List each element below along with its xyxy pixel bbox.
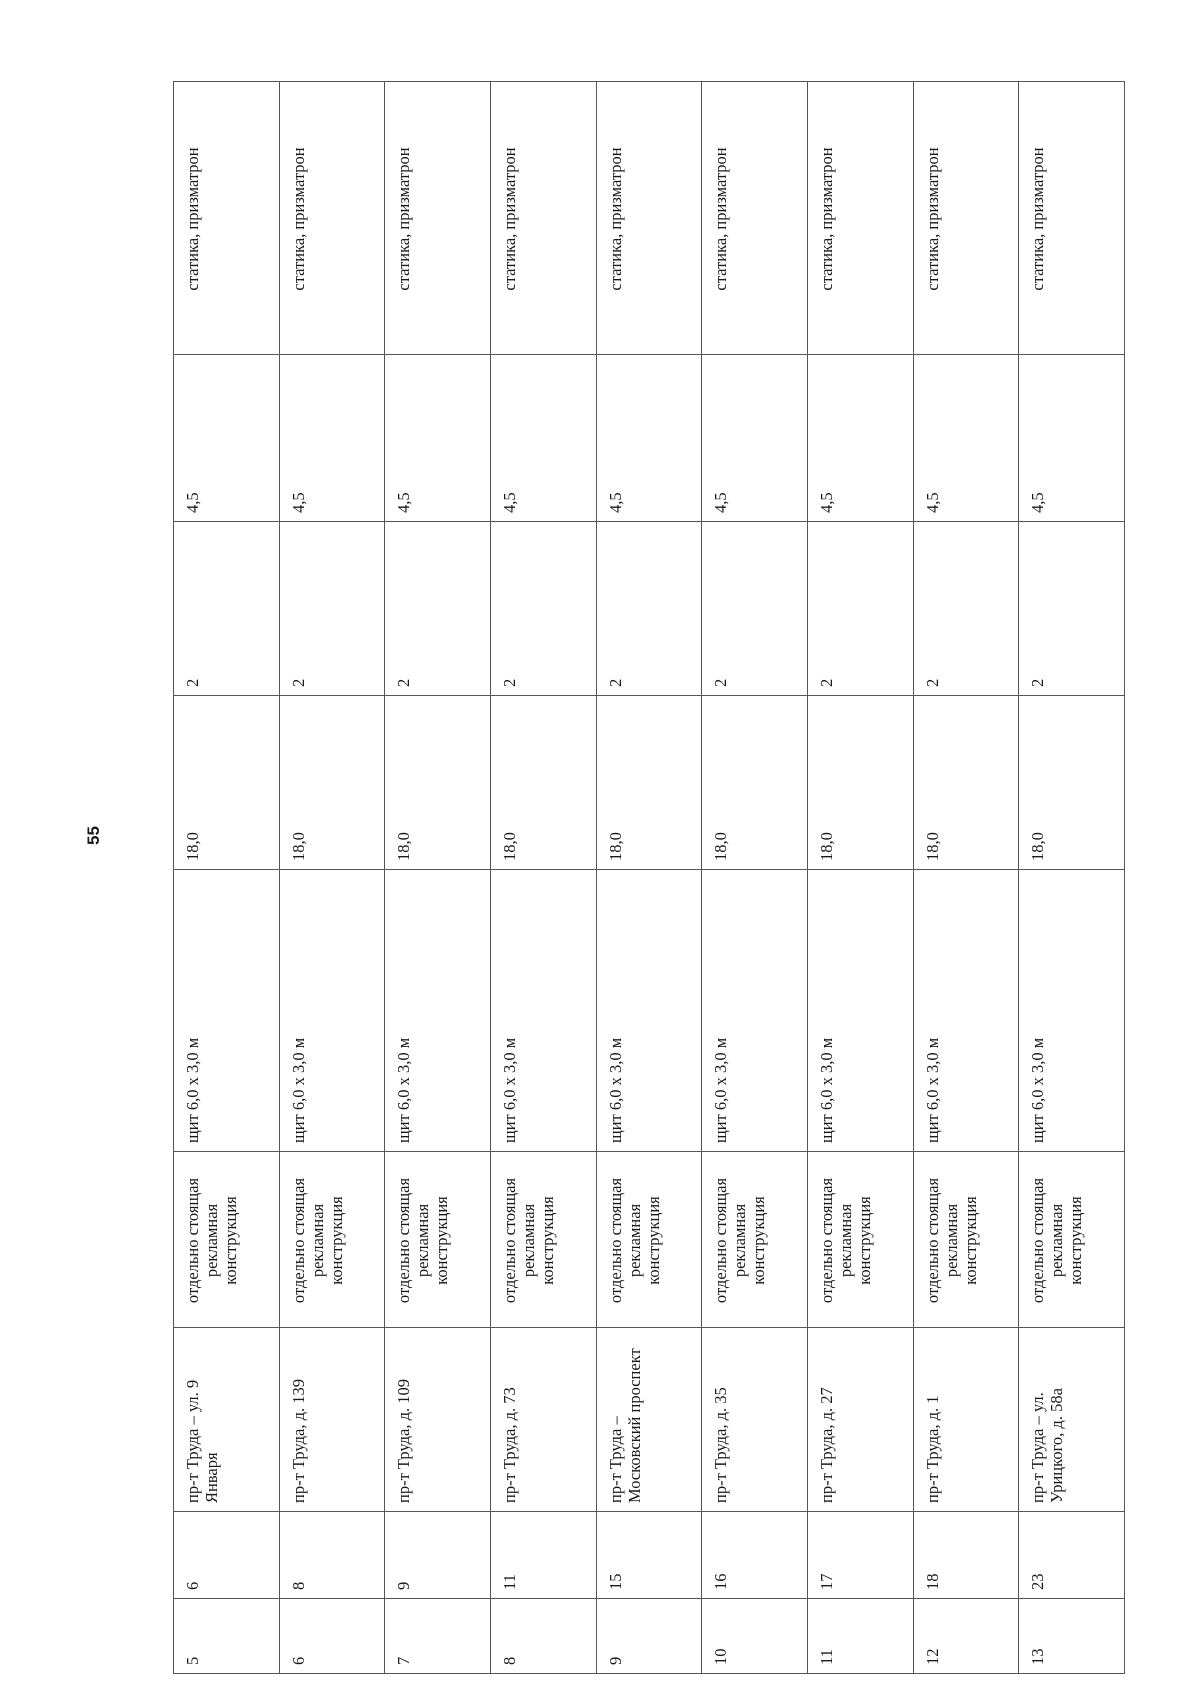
area-cell: 18,0 xyxy=(1019,696,1125,870)
table-row xyxy=(385,82,491,1674)
structure-type-cell: отдельно стоящая рекламная конструкция xyxy=(807,1152,913,1328)
height-cell: 4,5 xyxy=(279,355,385,522)
format-cell: щит 6,0 х 3,0 м xyxy=(279,870,385,1152)
row-number-cell: 8 xyxy=(490,1599,596,1674)
area-cell: 18,0 xyxy=(385,696,491,870)
height-cell: 4,5 xyxy=(174,355,280,522)
address-cell: пр-т Труда – ул. Урицкого, д. 58а xyxy=(1019,1328,1125,1512)
row-number-cell: 12 xyxy=(913,1599,1019,1674)
address-cell: пр-т Труда – Московский проспект xyxy=(596,1328,702,1512)
area-cell: 18,0 xyxy=(596,696,702,870)
row-number-cell: 5 xyxy=(174,1599,280,1674)
sides-cell: 2 xyxy=(279,522,385,696)
row-number-cell: 7 xyxy=(385,1599,491,1674)
technology-cell: статика, призматрон xyxy=(490,82,596,355)
table-row xyxy=(913,82,1019,1674)
format-cell: щит 6,0 х 3,0 м xyxy=(913,870,1019,1152)
height-cell: 4,5 xyxy=(385,355,491,522)
address-cell: пр-т Труда – ул. 9 Января xyxy=(174,1328,280,1512)
format-cell: щит 6,0 х 3,0 м xyxy=(807,870,913,1152)
row-number-cell: 9 xyxy=(596,1599,702,1674)
row-number-cell: 13 xyxy=(1019,1599,1125,1674)
address-cell: пр-т Труда, д. 109 xyxy=(385,1328,491,1512)
structure-type-cell: отдельно стоящая рекламная конструкция xyxy=(174,1152,280,1328)
sides-cell: 2 xyxy=(702,522,808,696)
table-row xyxy=(279,82,385,1674)
area-cell: 18,0 xyxy=(807,696,913,870)
address-cell: пр-т Труда, д. 139 xyxy=(279,1328,385,1512)
format-cell: щит 6,0 х 3,0 м xyxy=(702,870,808,1152)
structure-id-cell: 18 xyxy=(913,1512,1019,1599)
format-cell: щит 6,0 х 3,0 м xyxy=(1019,870,1125,1152)
height-cell: 4,5 xyxy=(702,355,808,522)
format-cell: щит 6,0 х 3,0 м xyxy=(174,870,280,1152)
technology-cell: статика, призматрон xyxy=(279,82,385,355)
height-cell: 4,5 xyxy=(913,355,1019,522)
page-number: 55 xyxy=(84,826,103,845)
address-cell: пр-т Труда, д. 1 xyxy=(913,1328,1019,1512)
structure-type-cell: отдельно стоящая рекламная конструкция xyxy=(279,1152,385,1328)
area-cell: 18,0 xyxy=(490,696,596,870)
sides-cell: 2 xyxy=(596,522,702,696)
row-number-cell: 11 xyxy=(807,1599,913,1674)
technology-cell: статика, призматрон xyxy=(174,82,280,355)
sides-cell: 2 xyxy=(1019,522,1125,696)
address-cell: пр-т Труда, д. 73 xyxy=(490,1328,596,1512)
area-cell: 18,0 xyxy=(174,696,280,870)
structure-type-cell: отдельно стоящая рекламная конструкция xyxy=(1019,1152,1125,1328)
sides-cell: 2 xyxy=(490,522,596,696)
table-row xyxy=(490,82,596,1674)
technology-cell: статика, призматрон xyxy=(596,82,702,355)
rotated-table-container xyxy=(173,82,1125,1674)
table-row xyxy=(596,82,702,1674)
structure-type-cell: отдельно стоящая рекламная конструкция xyxy=(596,1152,702,1328)
area-cell: 18,0 xyxy=(279,696,385,870)
table-row xyxy=(174,82,280,1674)
structure-id-cell: 11 xyxy=(490,1512,596,1599)
area-cell: 18,0 xyxy=(702,696,808,870)
technology-cell: статика, призматрон xyxy=(1019,82,1125,355)
address-cell: пр-т Труда, д. 35 xyxy=(702,1328,808,1512)
structure-id-cell: 15 xyxy=(596,1512,702,1599)
structure-id-cell: 6 xyxy=(174,1512,280,1599)
row-number-cell: 10 xyxy=(702,1599,808,1674)
table-row xyxy=(1019,82,1125,1674)
height-cell: 4,5 xyxy=(596,355,702,522)
structure-id-cell: 8 xyxy=(279,1512,385,1599)
structure-id-cell: 23 xyxy=(1019,1512,1125,1599)
technology-cell: статика, призматрон xyxy=(385,82,491,355)
structure-type-cell: отдельно стоящая рекламная конструкция xyxy=(490,1152,596,1328)
table-row xyxy=(702,82,808,1674)
structure-type-cell: отдельно стоящая рекламная конструкция xyxy=(913,1152,1019,1328)
area-cell: 18,0 xyxy=(913,696,1019,870)
height-cell: 4,5 xyxy=(490,355,596,522)
row-number-cell: 6 xyxy=(279,1599,385,1674)
sides-cell: 2 xyxy=(174,522,280,696)
advertising-structures-table xyxy=(173,81,1125,1674)
structure-type-cell: отдельно стоящая рекламная конструкция xyxy=(702,1152,808,1328)
height-cell: 4,5 xyxy=(807,355,913,522)
sides-cell: 2 xyxy=(807,522,913,696)
structure-type-cell: отдельно стоящая рекламная конструкция xyxy=(385,1152,491,1328)
structure-id-cell: 17 xyxy=(807,1512,913,1599)
sides-cell: 2 xyxy=(913,522,1019,696)
technology-cell: статика, призматрон xyxy=(702,82,808,355)
address-cell: пр-т Труда, д. 27 xyxy=(807,1328,913,1512)
structure-id-cell: 16 xyxy=(702,1512,808,1599)
format-cell: щит 6,0 х 3,0 м xyxy=(596,870,702,1152)
table-row xyxy=(807,82,913,1674)
sides-cell: 2 xyxy=(385,522,491,696)
format-cell: щит 6,0 х 3,0 м xyxy=(385,870,491,1152)
height-cell: 4,5 xyxy=(1019,355,1125,522)
format-cell: щит 6,0 х 3,0 м xyxy=(490,870,596,1152)
structure-id-cell: 9 xyxy=(385,1512,491,1599)
technology-cell: статика, призматрон xyxy=(913,82,1019,355)
technology-cell: статика, призматрон xyxy=(807,82,913,355)
table-body xyxy=(174,82,1125,1674)
